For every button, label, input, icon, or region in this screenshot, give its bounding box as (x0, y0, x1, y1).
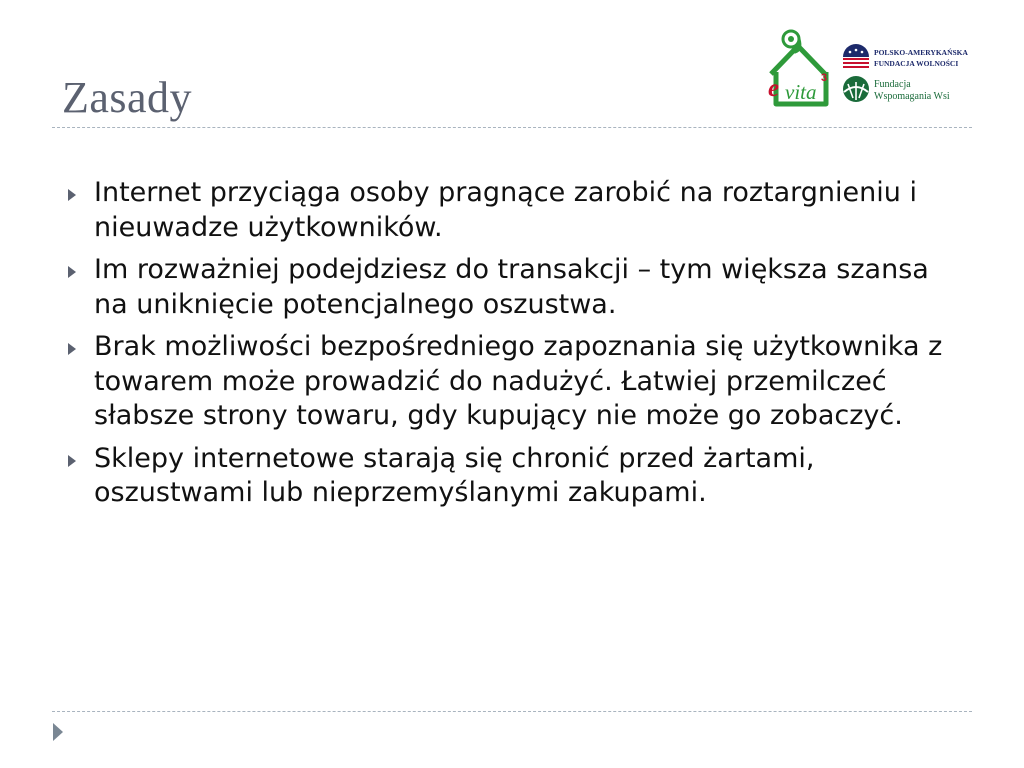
evita-superscript: 3 (821, 72, 828, 84)
bullet-text: Brak możliwości bezpośredniego zapoznania się użytkownika z towarem może prowadzić do nadużyć. Łatwiej przemilczeć słabsze strony towaru, gdy kupujący nie może go zobaczyć. (94, 331, 943, 431)
footer-divider (52, 711, 972, 712)
pafw-line2: FUNDACJA WOLNOŚCI (874, 59, 959, 68)
sponsor-logos (764, 26, 980, 112)
pafw-line1: POLSKO-AMERYKAŃSKA (874, 48, 968, 57)
evita-word: vita (785, 80, 817, 104)
play-arrow-icon[interactable] (52, 722, 64, 742)
fww-logo (843, 76, 950, 102)
bullet-list (62, 176, 962, 519)
bullet-item (62, 330, 962, 434)
fww-line2: Wspomagania Wsi (874, 91, 950, 102)
evita-logo (768, 31, 827, 104)
bullet-item (62, 442, 962, 511)
right-triangle-icon (68, 455, 76, 467)
pafw-logo (843, 44, 968, 70)
bullet-item (62, 176, 962, 245)
right-triangle-icon (68, 343, 76, 355)
right-triangle-icon (68, 266, 76, 278)
title-divider (52, 127, 972, 128)
bullet-text: Sklepy internetowe starają się chronić przed żartami, oszustwami lub nieprzemyślanymi zakupami. (94, 442, 815, 508)
bullet-text: Im rozważniej podejdziesz do transakcji – tym większa szansa na uniknięcie potencjalnego oszustwa. (94, 254, 929, 320)
bullet-item (62, 253, 962, 322)
fww-line1: Fundacja (874, 79, 911, 90)
right-triangle-icon (68, 189, 76, 201)
bullet-text: Internet przyciąga osoby pragnące zarobić na roztargnieniu i nieuwadze użytkowników. (94, 177, 917, 243)
slide-title: Zasady (62, 73, 193, 122)
evita-mark: e (768, 75, 780, 102)
